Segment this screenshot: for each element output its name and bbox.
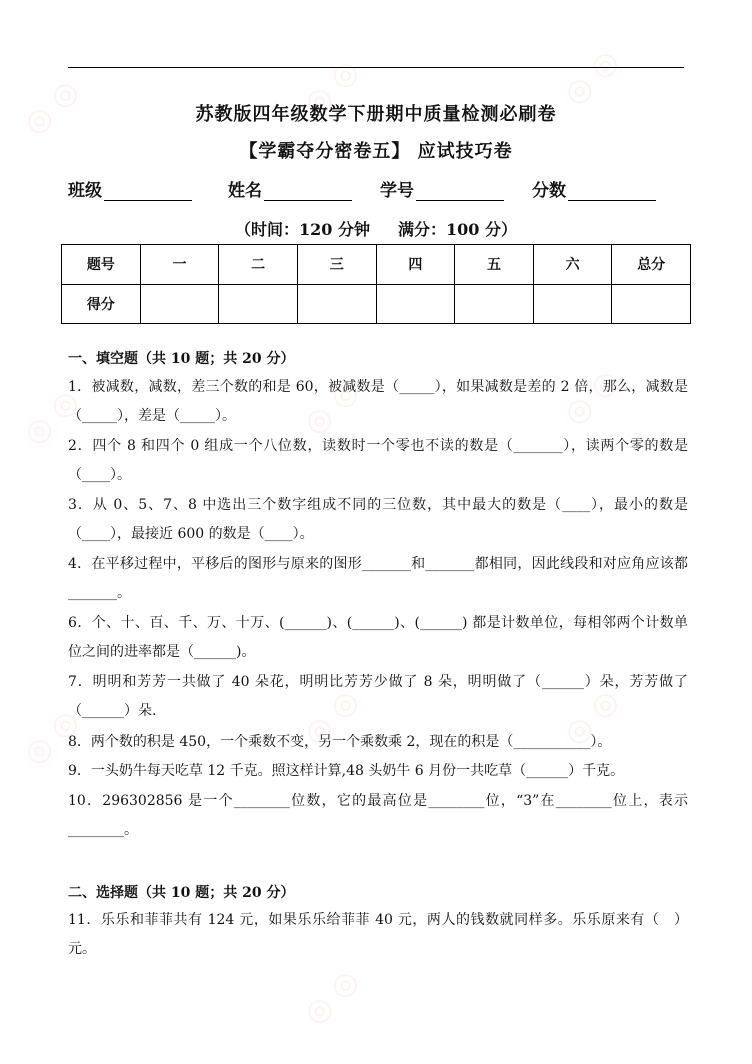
score-cell[interactable] [297, 284, 376, 324]
score-table-header-row [62, 245, 691, 285]
question-9: 9．一头奶牛每天吃草 12 千克。照这样计算,48 头奶牛 6 月份一共吃草（______）千克。 [68, 763, 625, 779]
score-cell[interactable] [219, 284, 298, 324]
student-info-row [68, 176, 684, 202]
watermark-mark: ◎ ◎ [16, 382, 86, 453]
score-table-score-row [62, 284, 691, 324]
page-title: 苏教版四年级数学下册期中质量检测必刷卷 [195, 104, 557, 125]
page-subtitle: 【学霸夺分密卷五】 应试技巧卷 [239, 141, 513, 162]
score-cell[interactable] [612, 284, 691, 324]
watermark-mark: ◎ ◎ [556, 42, 626, 113]
section-heading-fill-blank: 一、填空题（共 10 题；共 20 分） [68, 351, 295, 367]
section-heading-multiple-choice: 二、选择题（共 10 题；共 20 分） [68, 885, 295, 901]
id-label: 学号 [380, 181, 414, 201]
watermark-mark: ◎ ◎ [16, 72, 86, 143]
score-table-header: 六 [533, 245, 612, 285]
question-3: 3．从 0、5、7、8 中选出三个数字组成不同的三位数，其中最大的数是（____），最小的数是（____），最接近 600 的数是（____）。 [68, 497, 688, 542]
score-cell[interactable] [455, 284, 534, 324]
question-6: 6．个、十、百、千、万、十万、(______)、(______)、(______) 都是计数单位，每相邻两个计数单位之间的进率都是（______)。 [68, 615, 688, 660]
watermark-mark: ◎ ◎ [556, 682, 626, 753]
exam-full-score: 满分：100 分） [398, 220, 517, 239]
class-blank[interactable] [104, 182, 192, 201]
watermark-mark: ◎ ◎ [296, 962, 366, 1033]
score-table-header: 五 [455, 245, 534, 285]
question-4: 4．在平移过程中，平移后的图形与原来的图形_______和_______都相同，因此线段和对应角应该都_______。 [68, 556, 688, 601]
class-field[interactable] [68, 176, 192, 201]
exam-time-row [0, 217, 752, 240]
score-table [61, 244, 691, 324]
score-label: 分数 [532, 181, 566, 201]
class-label: 班级 [68, 181, 102, 201]
question-1: 1．被减数，减数，差三个数的和是 60，被减数是（_____），如果减数是差的 2 倍，那么，减数是（_____），差是（_____）。 [68, 379, 688, 424]
question-7: 7．明明和芳芳一共做了 40 朵花，明明比芳芳少做了 8 朵，明明做了（______）朵，芳芳做了（______）朵. [68, 674, 688, 719]
score-table-header: 三 [297, 245, 376, 285]
exam-duration: （时间：120 分钟 [235, 220, 370, 239]
score-field[interactable] [532, 176, 656, 201]
question-8: 8．两个数的积是 450，一个乘数不变，另一个乘数乘 2，现在的积是（___________）。 [68, 734, 612, 750]
score-cell[interactable] [376, 284, 455, 324]
id-blank[interactable] [416, 182, 504, 201]
watermark-mark: ◎ ◎ [16, 702, 86, 773]
name-label: 姓名 [228, 181, 262, 201]
score-table-header: 二 [219, 245, 298, 285]
question-11: 11．乐乐和菲菲共有 124 元，如果乐乐给菲菲 40 元，两人的钱数就同样多。乐乐原来有（ ）元。 [68, 912, 688, 957]
watermark-mark: ◎ ◎ [556, 362, 626, 433]
watermark-mark: ◎ ◎ [296, 372, 366, 443]
name-field[interactable] [228, 176, 352, 201]
header-rule [68, 67, 684, 68]
score-cell[interactable] [140, 284, 219, 324]
score-table-header: 题号 [62, 245, 141, 285]
question-2: 2．四个 8 和四个 0 组成一个八位数，读数时一个零也不读的数是（_______），读两个零的数是（____）。 [68, 438, 688, 483]
question-10: 10．296302856 是一个________位数，它的最高位是________位，“3”在________位上，表示________。 [68, 793, 688, 838]
score-blank[interactable] [568, 182, 656, 201]
score-row-label: 得分 [62, 284, 141, 324]
watermark-mark: ◎ ◎ [296, 682, 366, 753]
name-blank[interactable] [264, 182, 352, 201]
score-cell[interactable] [533, 284, 612, 324]
score-table-header: 总分 [612, 245, 691, 285]
score-table-header: 四 [376, 245, 455, 285]
watermark-mark: ◎ ◎ [296, 52, 366, 123]
id-field[interactable] [380, 176, 504, 201]
score-table-header: 一 [140, 245, 219, 285]
